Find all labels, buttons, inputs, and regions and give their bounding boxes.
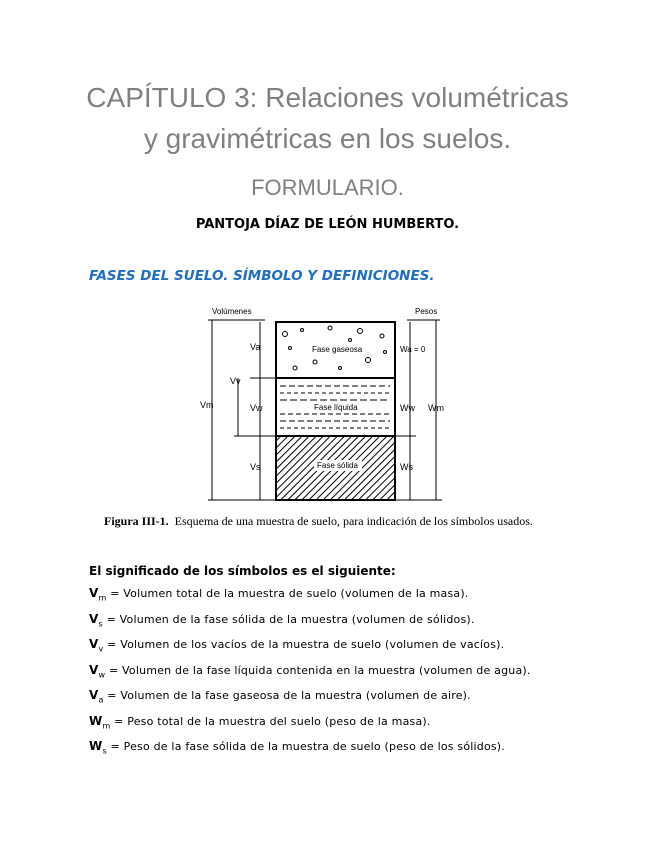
chapter-title-line1: CAPÍTULO 3: Relaciones volumétricas [86,82,569,113]
vw-label: Vw [250,403,263,413]
definition-text: = Volumen de los vacíos de la muestra de suelo (volumen de vacíos). [103,638,505,651]
liquid-phase-label: Fase líquida [314,403,358,412]
volumes-label: Volúmenes [212,307,252,316]
definition-row [89,663,629,689]
weights-label: Pesos [415,307,438,316]
va-label: Va [250,342,261,352]
definition-symbol: $V_m$ [89,586,107,603]
figure-caption [104,514,560,528]
definition-symbol: $W_m$ [89,713,111,730]
figure-caption-text: Esquema de una muestra de suelo, para indicación de los símbolos usados. [174,514,533,528]
definition-symbol: $V_s$ [89,611,103,628]
gas-phase-label: Fase gaseosa [312,345,363,354]
definition-row [89,688,629,714]
definition-row [89,586,629,612]
definition-symbol: $V_a$ [89,688,104,705]
definition-text: = Peso de la fase sólida de la muestra de suelo (peso de los sólidos). [106,740,505,753]
definition-row [89,637,629,663]
vs-label: Vs [250,462,261,472]
definition-text: = Volumen de la fase gaseosa de la muestra (volumen de aire). [103,689,471,702]
figure-caption-lead: Figura III-1. [104,514,169,528]
soil-phase-diagram [190,300,460,510]
solid-phase-label: Fase sólida [317,461,358,470]
vv-label: Vv [230,376,241,386]
vm-label: Vm [200,400,214,410]
definition-symbol: $V_v$ [89,637,104,654]
definition-row [89,739,629,765]
definition-symbol: $W_s$ [89,739,107,756]
definition-text: = Peso total de la muestra del suelo (peso de la masa). [110,714,431,728]
definitions-list [89,586,629,765]
definition-symbol: $V_w$ [89,662,106,679]
definition-row [89,612,629,638]
definition-row [89,714,629,740]
ww-label: Ww [400,403,415,413]
author-name: PANTOJA DÍAZ DE LEÓN HUMBERTO. [195,217,460,232]
section-heading: FASES DEL SUELO. SÍMBOLO Y DEFINICIONES. [89,268,435,284]
subtitle: FORMULARIO. [251,175,404,200]
definition-text: = Volumen de la fase líquida contenida en la muestra (volumen de agua). [105,663,531,677]
definition-text: = Volumen de la fase sólida de la muestra (volumen de sólidos). [102,612,475,626]
wa-label: Wa = 0 [400,345,426,354]
wm-label: Wm [428,403,444,413]
chapter-title-line2: y gravimétricas en los suelos. [143,123,512,154]
ws-label: Ws [400,462,413,472]
symbols-meaning-heading: El significado de los símbolos es el siguiente: [89,564,396,578]
definition-text: = Volumen total de la muestra de suelo (volumen de la masa). [106,587,469,600]
